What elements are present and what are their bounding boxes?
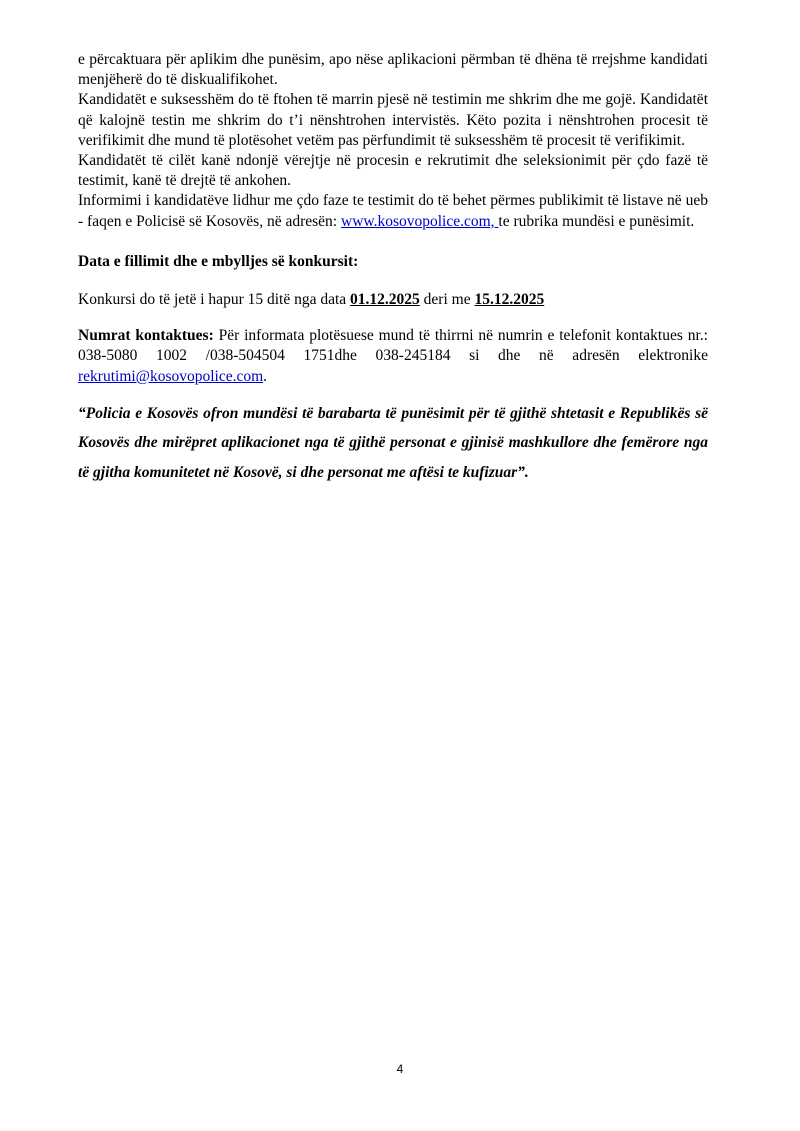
info-text: Informimi i kandidatëve lidhur me çdo faze te testimit do të behet përmes publikimit të listave në ueb - faqen e Policisë së Kosovës, në adresën: [78, 192, 708, 230]
page-number: 4 [396, 1062, 404, 1076]
website-link[interactable]: www.kosovopolice.com, [341, 212, 499, 230]
end-date: 15.12.2025 [474, 291, 545, 309]
paragraph-complaints: Kandidatët të cilët kanë ndonjë vërejtje në procesin e rekrutimit dhe seleksionimit për çdo fazë të testimit, kanë të drejtë të ankohen. [78, 152, 708, 190]
email-link[interactable]: rekrutimi@kosovopolice.com [78, 367, 264, 385]
dates-heading [78, 252, 708, 272]
paragraph-disqualification: e përcaktuara për aplikim dhe punësim, apo nëse aplikacioni përmban të dhëna të rrejshme kandidati menjëherë do të diskualifikohet. [78, 51, 708, 89]
contacts-end: . [263, 367, 268, 385]
info-text-end: te rubrika mundësi e punësimit. [498, 212, 695, 230]
closing-quote: “Policia e Kosovës ofron mundësi të barabarta të punësimit për të gjithë shtetasit e Republikës së Kosovës dhe mirëpret aplikacionet nga të gjithë personat e gjinisë mashkullore dhe femërore nga të gjitha komunitetet në Kosovë, si dhe personat me aftësi te kufizuar”. [78, 404, 708, 481]
paragraph-information [78, 191, 708, 231]
dates-heading-text: Data e fillimit dhe e mbylljes së konkursit: [78, 252, 359, 270]
dates-paragraph [78, 290, 708, 310]
document-body [78, 50, 708, 487]
paragraph-testing: Kandidatët e suksesshëm do të ftohen të marrin pjesë në testimin me shkrim dhe me gojë. Kandidatët që kalojnë testin me shkrim do t’i nënshtrohen intervistës. Këto pozita i nënshtrohen procesit të verifikimit dhe mund të plotësohet vetëm pas përfundimit të suksesshëm të procesit të verifikimit. [78, 91, 708, 149]
dates-text: Konkursi do të jetë i hapur 15 ditë nga data [78, 291, 351, 309]
contacts-text: Për informata plotësuese mund të thirrni në numrin e telefonit kontaktues nr.: 038-5080 1002 /038-504504 1751dhe 038-245184 si dhe në adresën elektronike [78, 327, 708, 365]
contacts-paragraph [78, 326, 708, 387]
dates-middle: deri me [419, 291, 475, 309]
contacts-label: Numrat kontaktues: [78, 327, 214, 345]
start-date: 01.12.2025 [350, 291, 420, 309]
